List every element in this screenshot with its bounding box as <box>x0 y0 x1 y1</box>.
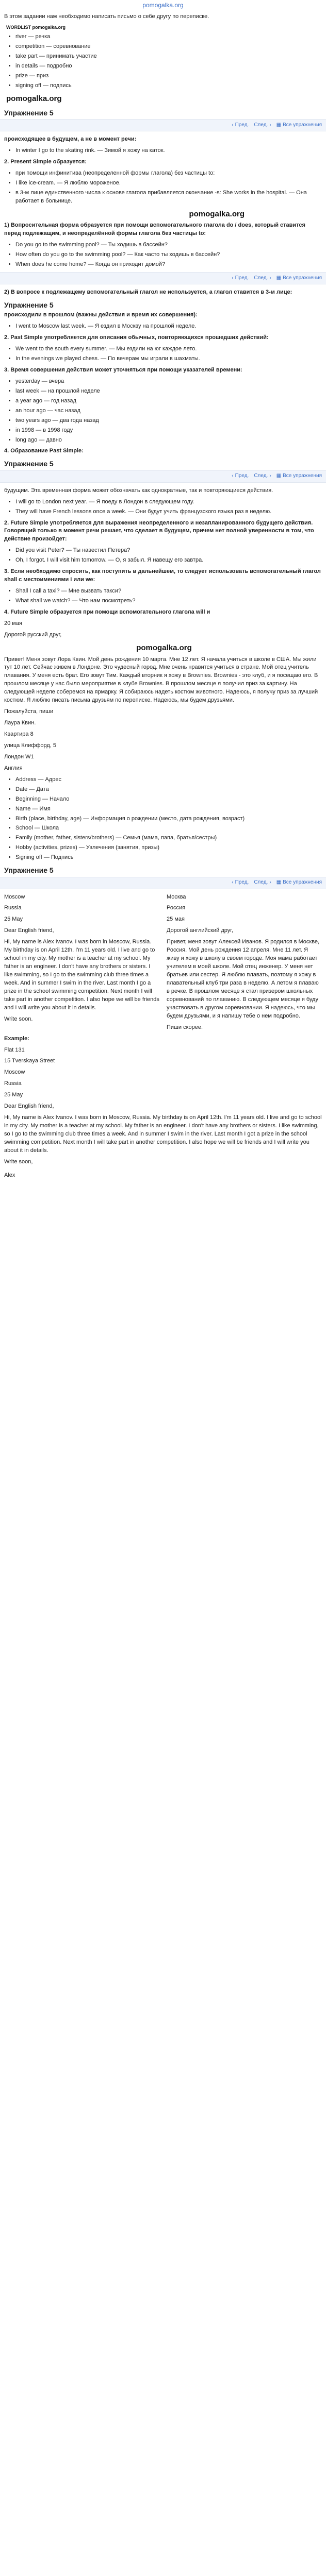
example-street: 15 Tverskaya Street <box>4 1058 55 1064</box>
list-item: • In winter I go to the skating rink. — Зимой я хожу на каток. <box>15 147 322 155</box>
grammar-head: 2. Present Simple образуется: <box>4 158 87 165</box>
exercise-title: Упражнение 5 <box>4 866 54 875</box>
list-item: • Did you visit Peter? — Ты навестил Петера? <box>15 547 322 555</box>
exercise-nav <box>0 119 326 131</box>
list-item: • School — Школа <box>15 824 322 833</box>
grammar-head: 2) В вопросе к подлежащему вспомогательный глагол не используется, а глагол ставится в 3-м лице: <box>4 289 292 296</box>
list-item: • They will have French lessons once a week. — Они будут учить французского языка раз в неделю. <box>15 508 322 516</box>
chevron-left-icon: ‹ <box>232 275 234 281</box>
address-city: Лондон W1 <box>4 753 34 760</box>
all-exercises-button[interactable]: ▦ Все упражнения <box>276 122 322 129</box>
address-flat: Квартира 8 <box>4 731 34 738</box>
list-item: • How often do you go to the swimming pool? — Как часто ты ходишь в бассейн? <box>15 251 322 259</box>
list-item: • Oh, I forgot. I will visit him tomorrow. — О, я забыл. Я навещу его завтра. <box>15 556 322 565</box>
example-body: Hi, My name is Alex Ivanov. I was born in Moscow, Russia. My birthday is on April 12th. I'm 11 years old. I live and go to school in my city. My mother is a teacher at my school. My father is an engineer. I don't have any brothers or sisters. I like swimming, so I go to the swimming club three times a week. And in summer I swim in the river. Last month I got a prize in the school swimming competition. Next month I will take part in another competition. I also hope we will be friends and I will write you about it in details. <box>4 1114 322 1154</box>
list-item: • при помощи инфинитива (неопределенной формы глагола) без частицы to: <box>15 170 322 178</box>
exercise-nav <box>0 272 326 284</box>
prev-button[interactable]: ‹ Пред. <box>232 275 249 282</box>
site-link[interactable]: pomogalka.org <box>142 2 184 9</box>
list-item: • Hobby (activities, prizes) — Увлечения (занятия, призы) <box>15 844 322 852</box>
list-item: • Date — Дата <box>15 786 322 794</box>
prev-button[interactable]: ‹ Пред. <box>232 122 249 129</box>
intro-text: В этом задании нам необходимо написать письмо о себе другу по переписке. <box>4 13 209 20</box>
letter-body: Привет! Меня зовут Лора Квин. Мой день рождения 10 марта. Мне 12 лет. Я начала учиться в школе в США. Мы жили тут 10 лет. Сейчас живем в Лондоне. Это чудесный город. Мне очень нравится учиться в стране. Мой отец учитель плавания. У меня есть брат. Его зовут Тим. Каждый вторник я хожу в Brownies. Brownies - это клуб, и я посещаю его. В прошлом месяце у нас было мероприятие в клубе Brownies. В прошлом месяце я получил приз за картину. На следующей неделе соберемся на ярмарку. Я собираюсь надеть костюм животного. Надеюсь, я получу приз за лучший костюм. Я люблю писать письма друзьям по переписке. Надеюсь, мы будем друзьями. <box>4 656 318 704</box>
list-item: • Name — Имя <box>15 805 322 814</box>
letter-closing: Write soon. <box>4 1015 33 1022</box>
wordlist-label: WORDLIST pomogalka.org <box>6 25 66 30</box>
chevron-left-icon: ‹ <box>232 473 234 479</box>
letter-closing: Пиши скорее. <box>167 1024 203 1030</box>
grammar-head: 3. Время совершения действия может уточняться при помощи указателей времени: <box>4 366 242 373</box>
list-item: • in 1998 — в 1998 году <box>15 427 322 435</box>
grammar-head: происходящее в будущем, а не в момент речи: <box>4 136 137 143</box>
list-item: • In the evenings we played chess. — По вечерам мы играли в шахматы. <box>15 355 322 363</box>
letter-sign: Лаура Квин. <box>4 720 36 726</box>
grammar-text: будущим. Эта временная форма может обозначать как однократные, так и повторяющиеся действия. <box>4 487 273 494</box>
exercise-nav <box>0 470 326 483</box>
list-item: • We went to the south every summer. — Мы ездили на юг каждое лето. <box>15 345 322 353</box>
letter-greeting: Дорогой русский друг, <box>4 631 62 638</box>
list-item: • Signing off — Подпись <box>15 854 322 862</box>
list-item: • Do you go to the swimming pool? — Ты ходишь в бассейн? <box>15 241 322 249</box>
list-item: • long ago — давно <box>15 436 322 445</box>
grammar-head: 1) Вопросительная форма образуется при помощи вспомогательного глагола do / does, который ставится перед подлежащим, и неопределённой формы глагола без частицы to: <box>4 222 305 237</box>
grid-icon: ▦ <box>276 473 282 479</box>
exercise-nav <box>0 877 326 889</box>
list-item: • river — речка <box>15 33 322 41</box>
watermark: pomogalka.org <box>189 209 244 218</box>
list-item: • yesterday — вчера <box>15 378 322 386</box>
list-item: • Birth (place, birthday, age) — Информация о рождении (место, дата рождения, возраст) <box>15 815 322 823</box>
example-greeting: Dear English friend, <box>4 1103 54 1110</box>
wordlist <box>4 33 322 90</box>
prev-button[interactable]: ‹ Пред. <box>232 879 249 887</box>
letter-country: Russia <box>4 905 22 911</box>
next-button[interactable]: След. › <box>254 879 271 887</box>
list-item: • When does he come home? — Когда он приходит домой? <box>15 261 322 269</box>
address-street: улица Клиффорд, 5 <box>4 742 56 749</box>
chevron-right-icon: › <box>269 122 271 128</box>
example-closing: Write soon, <box>4 1158 33 1165</box>
letter-date: 20 мая <box>4 620 22 626</box>
list-item: • I like ice-cream. — Я люблю мороженое. <box>15 179 322 188</box>
list-item: • two years ago — два года назад <box>15 417 322 425</box>
example-city: Moscow <box>4 1069 25 1076</box>
example-country: Russia <box>4 1080 22 1087</box>
letter-closing: Пожалуйста, пиши <box>4 708 54 715</box>
watermark: pomogalka.org <box>6 94 62 103</box>
letter-date: 25 May <box>4 916 23 923</box>
list-item: • I went to Moscow last week. — Я ездил в Москву на прошлой неделе. <box>15 323 322 331</box>
watermark: pomogalka.org <box>136 643 192 652</box>
grid-icon: ▦ <box>276 122 282 128</box>
list-item: • a year ago — год назад <box>15 397 322 405</box>
list-item: • last week — на прошлой неделе <box>15 387 322 396</box>
list-item: • What shall we watch? — Что нам посмотреть? <box>15 597 322 605</box>
letter-plan <box>4 776 322 862</box>
grammar-head: 3. Если необходимо спросить, как поступить в дальнейшем, то следует использовать вспомогательный глагол shall с местоимениями I или we: <box>4 568 321 583</box>
letter-country: Россия <box>167 905 186 911</box>
list-item: • Beginning — Начало <box>15 795 322 804</box>
grammar-head: 4. Образование Past Simple: <box>4 448 84 454</box>
list-item: • take part — принимать участие <box>15 53 322 61</box>
exercise-title: Упражнение 5 <box>4 460 54 468</box>
next-button[interactable]: След. › <box>254 122 271 129</box>
letter-greeting: Dear English friend, <box>4 927 54 934</box>
grammar-head: 2. Past Simple употребляется для описания обычных, повторяющихся прошедших действий: <box>4 334 269 341</box>
letter-date: 25 мая <box>167 916 185 923</box>
letter-body: Hi, My name is Alex Ivanov. I was born in Moscow, Russia. My birthday is on April 12th. I'm 11 years old. I live and go to school in my city. My mother is a teacher at my school. My father is an engineer. I don't have any brothers or sisters. I like swimming, so I go to the swimming club three times a week. And in summer I swim in the river. Last month I go a prize in the school swimming competition. Next month I will take part in another competition. I also hope we will be friends and I will write you about it in details. <box>4 939 159 1011</box>
next-button[interactable]: След. › <box>254 275 271 282</box>
next-button[interactable]: След. › <box>254 472 271 480</box>
example-label: Example: <box>4 1035 29 1042</box>
chevron-left-icon: ‹ <box>232 122 234 128</box>
chevron-left-icon: ‹ <box>232 879 234 886</box>
address-country: Англия <box>4 765 23 771</box>
list-item: • I will go to London next year. — Я поеду в Лондон в следующем году. <box>15 498 322 506</box>
grid-icon: ▦ <box>276 879 282 886</box>
letter-city: Москва <box>167 893 186 900</box>
list-item: • prize — приз <box>15 72 322 80</box>
list-item: • Family (mother, father, sisters/brothers) — Семья (мама, папа, братья/сестры) <box>15 834 322 842</box>
chevron-right-icon: › <box>269 879 271 886</box>
list-item: • Shall I call a taxi? — Мне вызвать такси? <box>15 587 322 596</box>
letter-english <box>4 893 159 1035</box>
chevron-right-icon: › <box>269 275 271 281</box>
exercise-title: Упражнение 5 <box>4 108 54 117</box>
grammar-head: происходили в прошлом (важны действия и время их совершения): <box>4 312 198 318</box>
grammar-head: 2. Future Simple употребляется для выражения неопределенного и незапланированного будущего действия. Говорящий только в момент речи решает, что сделает в будущем, причем нет полной уверенности в том, что действие произойдет: <box>4 519 314 543</box>
all-exercises-button[interactable]: ▦ Все упражнения <box>276 275 322 282</box>
list-item: • signing off — подпись <box>15 82 322 90</box>
letter-russian <box>167 893 322 1035</box>
letter-body: Привет, меня зовут Алексей Иванов. Я родился в Москве, Россия. Мой день рождения 12 апреля. Мне 11 лет. Я живу и хожу в школу в своем городе. Моя мама работает учителем в моей школе. Мой отец инженер. У меня нет братьев или сестер. Я люблю плавать, поэтому я хожу в плавательный клуб три раза в неделю. А летом я плаваю в речке. В прошлом месяце я стал призером школьных соревнований по плаванию. В следующем месяце я буду участвовать в другом соревновании. Я надеюсь, что мы будем друзьями, и я напишу тебе о нем подробно. <box>167 939 320 1019</box>
letter-translation <box>4 893 322 1035</box>
grid-icon: ▦ <box>276 275 282 281</box>
list-item: • Address — Адрес <box>15 776 322 784</box>
example-flat: Flat 131 <box>4 1046 25 1053</box>
grammar-head: 4. Future Simple образуется при помощи вспомогательного глагола will и <box>4 608 210 615</box>
example-date: 25 May <box>4 1092 23 1098</box>
prev-button[interactable]: ‹ Пред. <box>232 472 249 480</box>
letter-city: Moscow <box>4 893 25 900</box>
letter-greeting: Дорогой английский друг, <box>167 927 233 934</box>
list-item: • competition — соревнование <box>15 43 322 51</box>
list-item: • в 3-м лице единственного числа к основе глагола прибавляется окончание -s: She works in the hospital. — Она работает в больнице. <box>15 189 322 206</box>
list-item: • in details — подробно <box>15 62 322 71</box>
example-sign: Alex <box>4 1172 15 1178</box>
all-exercises-button[interactable]: ▦ Все упражнения <box>276 879 322 887</box>
list-item: • an hour ago — час назад <box>15 407 322 415</box>
exercise-title: Упражнение 5 <box>4 300 54 309</box>
all-exercises-button[interactable]: ▦ Все упражнения <box>276 472 322 480</box>
chevron-right-icon: › <box>269 473 271 479</box>
